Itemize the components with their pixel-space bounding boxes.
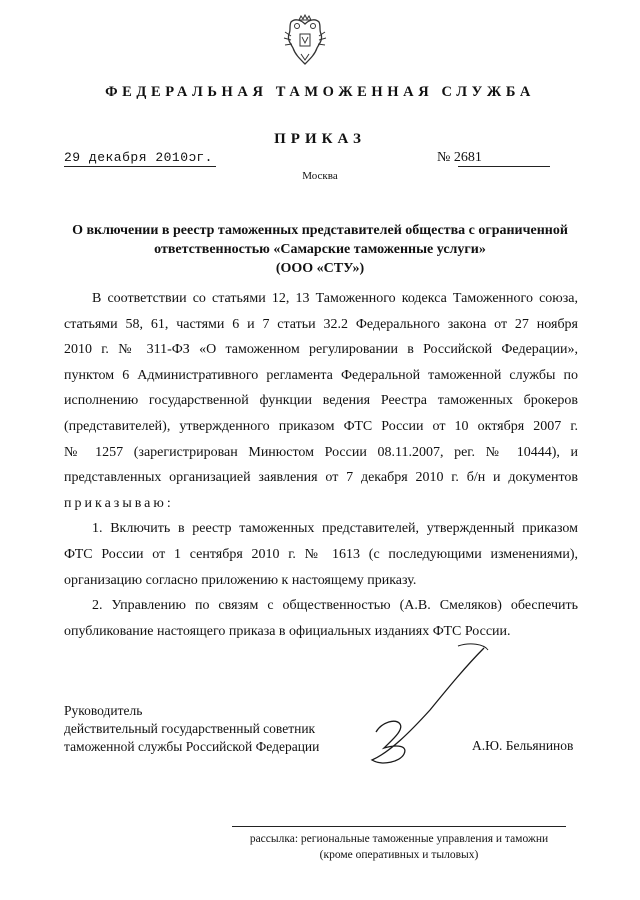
order-item-1 [64,516,578,593]
subject-line: (ООО «СТУ») [275,261,365,276]
city: Москва [302,170,338,182]
double-headed-eagle-icon [283,14,327,68]
order-number: № 2681 [437,150,482,165]
body-line: В соответствии со статьями 12, 13 Таможенного кодекса Таможенного союза, [92,291,578,306]
date-underline [64,166,216,167]
handwritten-signature [338,640,498,780]
signer-name: А.Ю. Бельянинов [472,738,574,753]
body-line: опубликование настоящего приказа в официальных изданиях ФТС России. [64,623,511,639]
body-line: № 1257 (зарегистрирован Минюстом России 08.11.2007, рег. № 10444), и [64,444,578,460]
body-line: ФТС России от 1 сентября 2010 г. № 1613 (с последующими изменениями), [64,546,578,562]
body-line: представленных организацией заявления от 7 декабря 2010 г. б/н и документов [64,470,578,486]
distribution-line: рассылка: региональные таможенные управления и таможни [249,833,549,845]
distribution-list [232,831,566,863]
order-date: 29 декабря 2010ɔг. [64,150,213,165]
signer-title [64,702,319,756]
subject-line: О включении в реестр таможенных представителей общества с ограниченной [72,223,568,238]
body-line: 1. Включить в реестр таможенных представителей, утвержденный приказом [92,521,578,537]
distribution-line: (кроме оперативных и тыловых) [319,849,479,861]
body-line: 2010 г. № 311-ФЗ «О таможенном регулировании в Российской Федерации», [64,342,578,358]
order-subject [40,221,600,278]
order-body [64,286,578,644]
subject-line: ответственностью «Самарские таможенные услуги» [154,242,486,257]
order-word: приказываю: [64,495,174,511]
signer-title-line: таможенной службы Российской Федерации [64,739,320,754]
body-line: исполнению государственной функции ведения Реестра таможенных брокеров [64,393,578,409]
body-line: 2. Управлению по связям с общественностью (А.В. Смеляков) обеспечить [92,598,578,614]
body-line: пунктом 6 Административного регламента Федеральной таможенной службы по [64,367,578,383]
number-underline [458,166,550,167]
distribution-rule [232,826,566,827]
body-line: организацию согласно приложению к настоящему приказу. [64,572,417,588]
document-type: ПРИКАЗ [274,131,366,147]
body-line: (представителей), утвержденного приказом ФТС России от 10 октября 2007 г. [64,418,578,434]
agency-name: ФЕДЕРАЛЬНАЯ ТАМОЖЕННАЯ СЛУЖБА [105,84,535,100]
signer-title-line: Руководитель [64,703,143,718]
order-item-2 [64,593,578,644]
preamble-paragraph [64,286,578,516]
signer-title-line: действительный государственный советник [64,721,316,736]
body-line: статьями 58, 61, частями 6 и 7 статьи 32.2 Федерального закона от 27 ноября [64,316,578,332]
